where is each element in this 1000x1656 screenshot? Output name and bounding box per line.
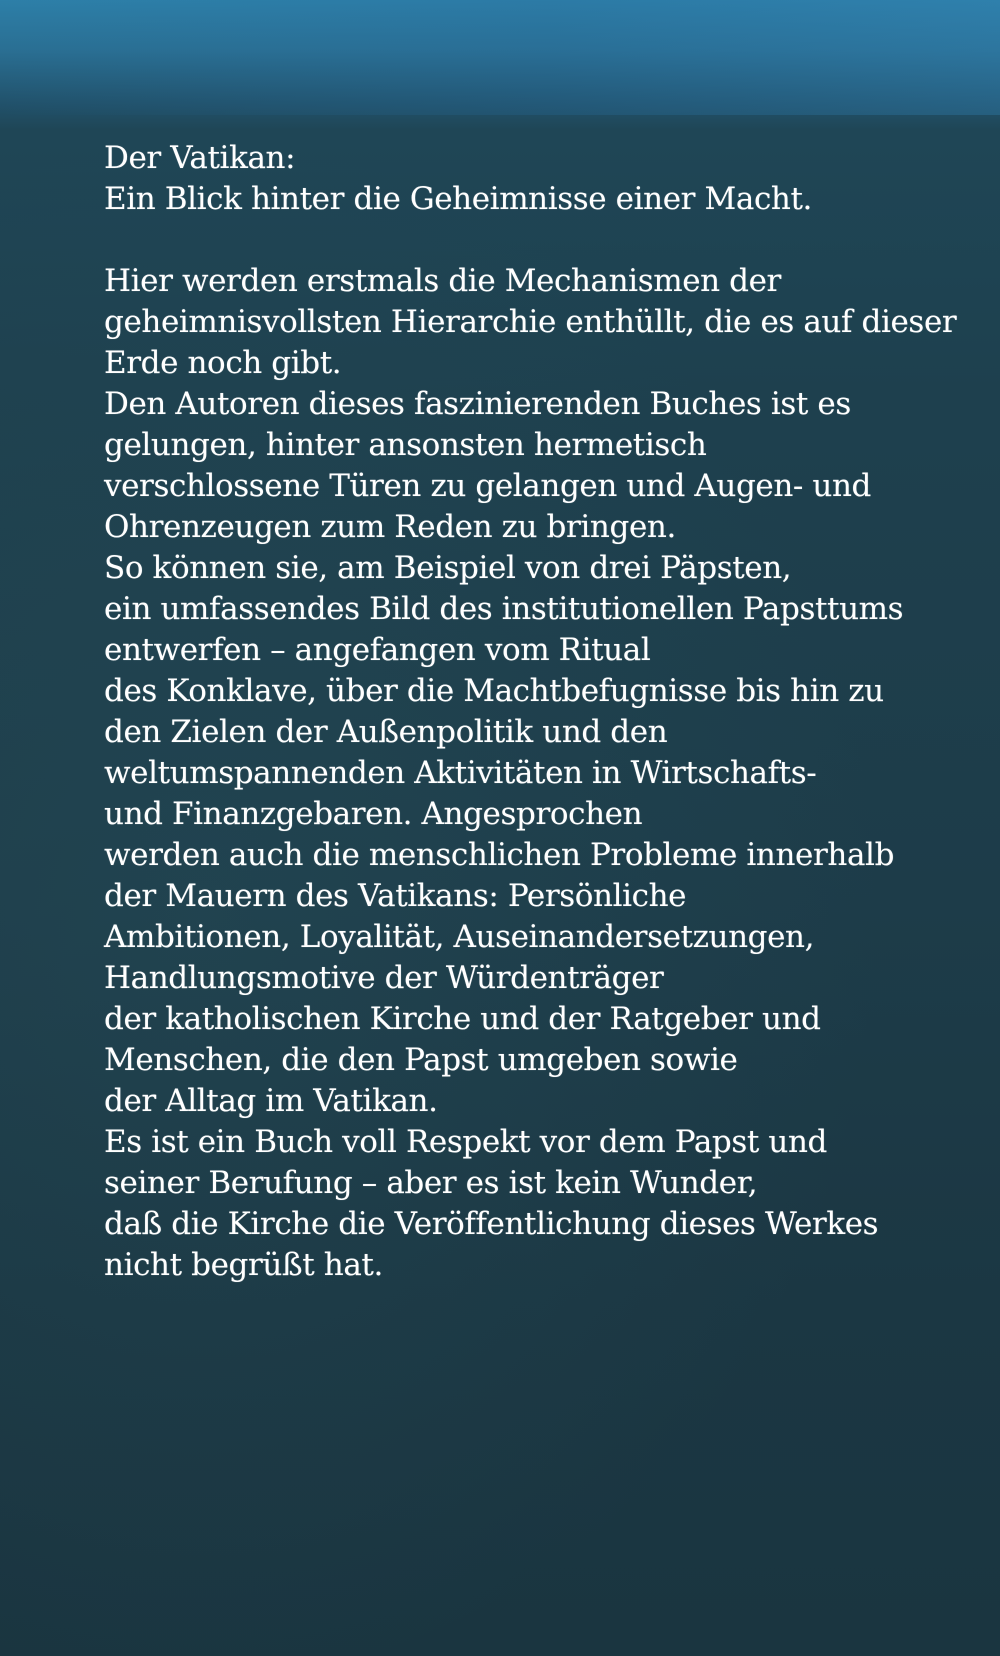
body-line: Menschen, die den Papst umgeben sowie — [104, 1042, 738, 1078]
body-line: des Konklave, über die Machtbefugnisse bis hin zu — [104, 673, 884, 709]
heading-line: Der Vatikan: — [104, 140, 296, 176]
body-line: Hier werden erstmals die Mechanismen der — [104, 263, 781, 299]
body-line: gelungen, hinter ansonsten hermetisch — [104, 427, 707, 463]
body-line: der katholischen Kirche und der Ratgeber und — [104, 1001, 821, 1037]
body-line: nicht begrüßt hat. — [104, 1247, 383, 1283]
body-line: daß die Kirche die Veröffentlichung dieses Werkes — [104, 1206, 879, 1242]
body-line: So können sie, am Beispiel von drei Päpsten, — [104, 550, 792, 586]
body-line: und Finanzgebaren. Angesprochen — [104, 796, 643, 832]
body-line: Den Autoren dieses faszinierenden Buches ist es — [104, 386, 851, 422]
body-line: verschlossene Türen zu gelangen und Augen- und — [104, 468, 871, 504]
body-line: werden auch die menschlichen Probleme innerhalb — [104, 837, 895, 873]
body-line: der Mauern des Vatikans: Persönliche — [104, 878, 687, 914]
body-line: der Alltag im Vatikan. — [104, 1083, 438, 1119]
paragraph-gap — [104, 220, 984, 261]
body-line: Ambitionen, Loyalität, Auseinandersetzungen, — [104, 919, 815, 955]
body-line: Handlungsmotive der Würdenträger — [104, 960, 664, 996]
body-line: seiner Berufung – aber es ist kein Wunder, — [104, 1165, 758, 1201]
body-line: den Zielen der Außenpolitik und den — [104, 714, 668, 750]
body-line: Es ist ein Buch voll Respekt vor dem Papst und — [104, 1124, 827, 1160]
top-color-band — [0, 0, 1000, 115]
heading-line: Ein Blick hinter die Geheimnisse einer Macht. — [104, 181, 812, 217]
body-line: Erde noch gibt. — [104, 345, 342, 381]
body-line: entwerfen – angefangen vom Ritual — [104, 632, 651, 668]
body-line: weltumspannenden Aktivitäten in Wirtschafts- — [104, 755, 817, 791]
blurb-text — [104, 138, 984, 1286]
body-line: ein umfassendes Bild des institutionellen Papsttums — [104, 591, 904, 627]
body-line: geheimnisvollsten Hierarchie enthüllt, die es auf dieser — [104, 304, 957, 340]
body-line: Ohrenzeugen zum Reden zu bringen. — [104, 509, 676, 545]
